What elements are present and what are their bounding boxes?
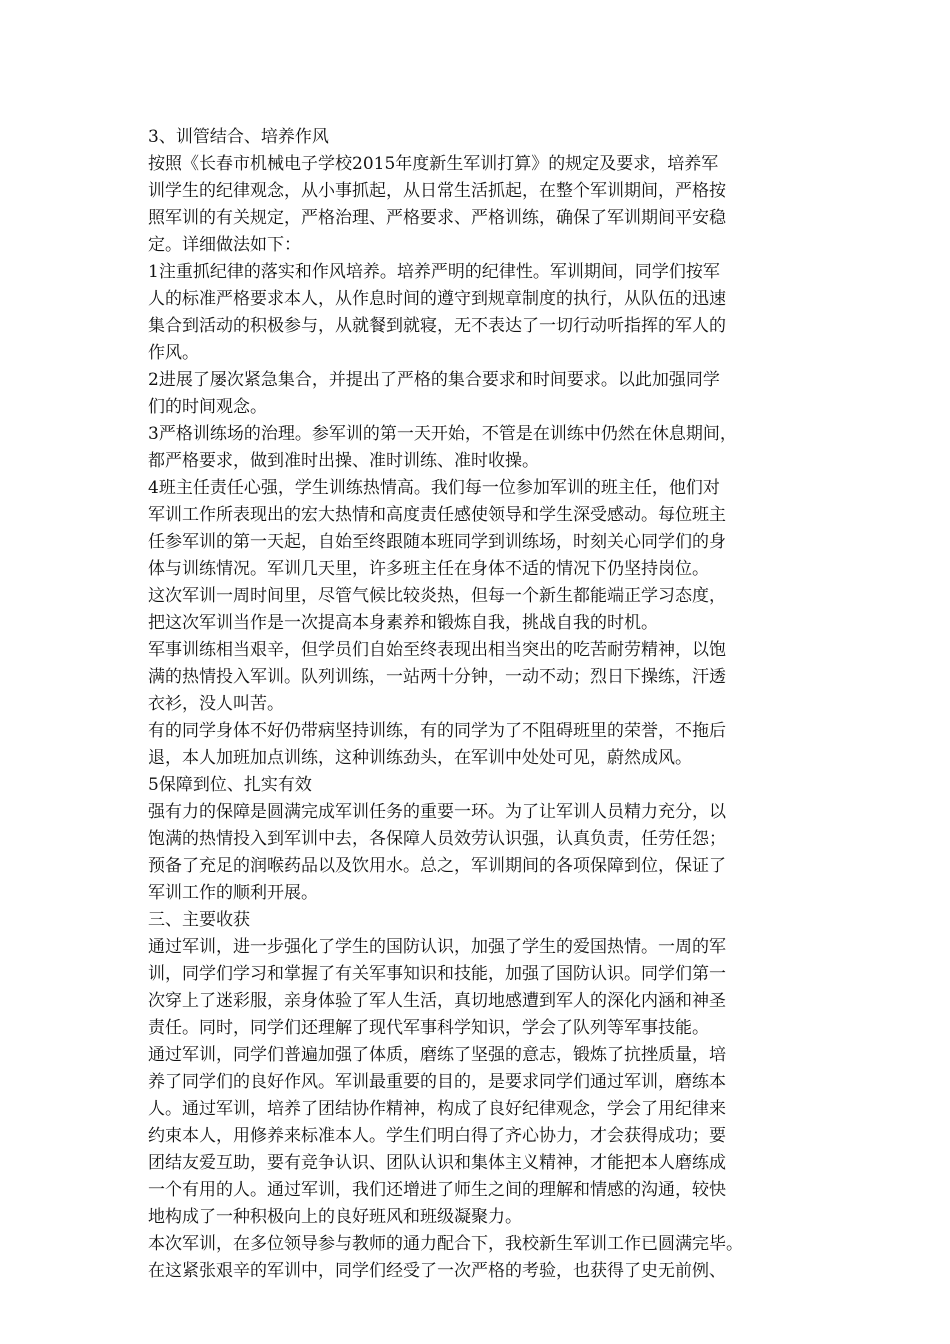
text-line: 这次军训一周时间里，尽管气候比较炎热，但每一个新生都能端正学习态度，: [148, 586, 726, 606]
text-line: 2进展了屡次紧急集合，并提出了严格的集合要求和时间要求。以此加强同学: [148, 370, 720, 390]
text-line: 任参军训的第一天起，自始至终跟随本班同学到训练场，时刻关心同学们的身: [148, 532, 726, 552]
text-line: 通过军训，同学们普遍加强了体质，磨练了坚强的意志，锻炼了抗挫质量，培: [148, 1045, 726, 1065]
text-line: 地构成了一种积极向上的良好班风和班级凝聚力。: [148, 1207, 522, 1227]
text-line: 1注重抓纪律的落实和作风培养。培养严明的纪律性。军训期间，同学们按军: [148, 262, 720, 282]
text-line: 训学生的纪律观念，从小事抓起，从日常生活抓起，在整个军训期间，严格按: [148, 181, 726, 201]
text-line: 有的同学身体不好仍带病坚持训练，有的同学为了不阻碍班里的荣誉，不拖后: [148, 721, 726, 741]
text-line: 4班主任责任心强，学生训练热情高。我们每一位参加军训的班主任，他们对: [148, 478, 720, 498]
text-line: 集合到活动的积极参与，从就餐到就寝，无不表达了一切行动听指挥的军人的: [148, 316, 726, 336]
text-line: 军训工作的顺利开展。: [148, 883, 318, 903]
text-line: 养了同学们的良好作风。军训最重要的目的，是要求同学们通过军训，磨练本: [148, 1072, 726, 1092]
text-line: 按照《长春市机械电子学校2015年度新生军训打算》的规定及要求，培养军: [148, 154, 719, 174]
text-line: 次穿上了迷彩服，亲身体验了军人生活，真切地感遭到军人的深化内涵和神圣: [148, 991, 726, 1011]
text-line: 满的热情投入军训。队列训练，一站两十分钟，一动不动；烈日下操练，汗透: [148, 667, 726, 687]
text-line: 照军训的有关规定，严格治理、严格要求、严格训练，确保了军训期间平安稳: [148, 208, 726, 228]
document-body: [148, 124, 816, 1285]
text-line: 衣衫，没人叫苦。: [148, 694, 284, 714]
text-line: 通过军训，进一步强化了学生的国防认识，加强了学生的爱国热情。一周的军: [148, 937, 726, 957]
text-line: 饱满的热情投入到军训中去，各保障人员效劳认识强，认真负责，任劳任怨；: [148, 829, 726, 849]
text-line: 责任。同时，同学们还理解了现代军事科学知识，学会了队列等军事技能。: [148, 1018, 709, 1038]
text-line: 把这次军训当作是一次提高本身素养和锻炼自我，挑战自我的时机。: [148, 613, 658, 633]
text-line: 训，同学们学习和掌握了有关军事知识和技能，加强了国防认识。同学们第一: [148, 964, 726, 984]
text-line: 强有力的保障是圆满完成军训任务的重要一环。为了让军训人员精力充分，以: [148, 802, 726, 822]
text-line: 本次军训，在多位领导参与教师的通力配合下，我校新生军训工作已圆满完毕。: [148, 1234, 743, 1254]
text-line: 三、主要收获: [148, 910, 250, 930]
text-line: 军训工作所表现出的宏大热情和高度责任感使领导和学生深受感动。每位班主: [148, 505, 726, 525]
text-line: 约束本人，用修养来标准本人。学生们明白得了齐心协力，才会获得成功；要: [148, 1126, 726, 1146]
text-line: 3严格训练场的治理。参军训的第一天开始，不管是在训练中仍然在休息期间，: [148, 424, 737, 444]
text-line: 预备了充足的润喉药品以及饮用水。总之，军训期间的各项保障到位，保证了: [148, 856, 726, 876]
text-line: 都严格要求，做到准时出操、准时训练、准时收操。: [148, 451, 539, 471]
text-line: 人的标准严格要求本人，从作息时间的遵守到规章制度的执行，从队伍的迅速: [148, 289, 726, 309]
text-line: 团结友爱互助，要有竞争认识、团队认识和集体主义精神，才能把本人磨练成: [148, 1153, 726, 1173]
text-line: 军事训练相当艰辛，但学员们自始至终表现出相当突出的吃苦耐劳精神，以饱: [148, 640, 726, 660]
text-line: 人。通过军训，培养了团结协作精神，构成了良好纪律观念，学会了用纪律来: [148, 1099, 726, 1119]
text-line: 退，本人加班加点训练，这种训练劲头，在军训中处处可见，蔚然成风。: [148, 748, 692, 768]
text-line: 5保障到位、扎实有效: [148, 775, 312, 795]
text-line: 3、训管结合、培养作风: [148, 127, 329, 147]
text-line: 一个有用的人。通过军训，我们还增进了师生之间的理解和情感的沟通，较快: [148, 1180, 726, 1200]
text-line: 们的时间观念。: [148, 397, 267, 417]
text-line: 作风。: [148, 343, 199, 363]
text-line: 定。详细做法如下：: [148, 235, 301, 255]
text-line: 在这紧张艰辛的军训中，同学们经受了一次严格的考验，也获得了史无前例、: [148, 1261, 726, 1281]
text-line: 体与训练情况。军训几天里，许多班主任在身体不适的情况下仍坚持岗位。: [148, 559, 709, 579]
